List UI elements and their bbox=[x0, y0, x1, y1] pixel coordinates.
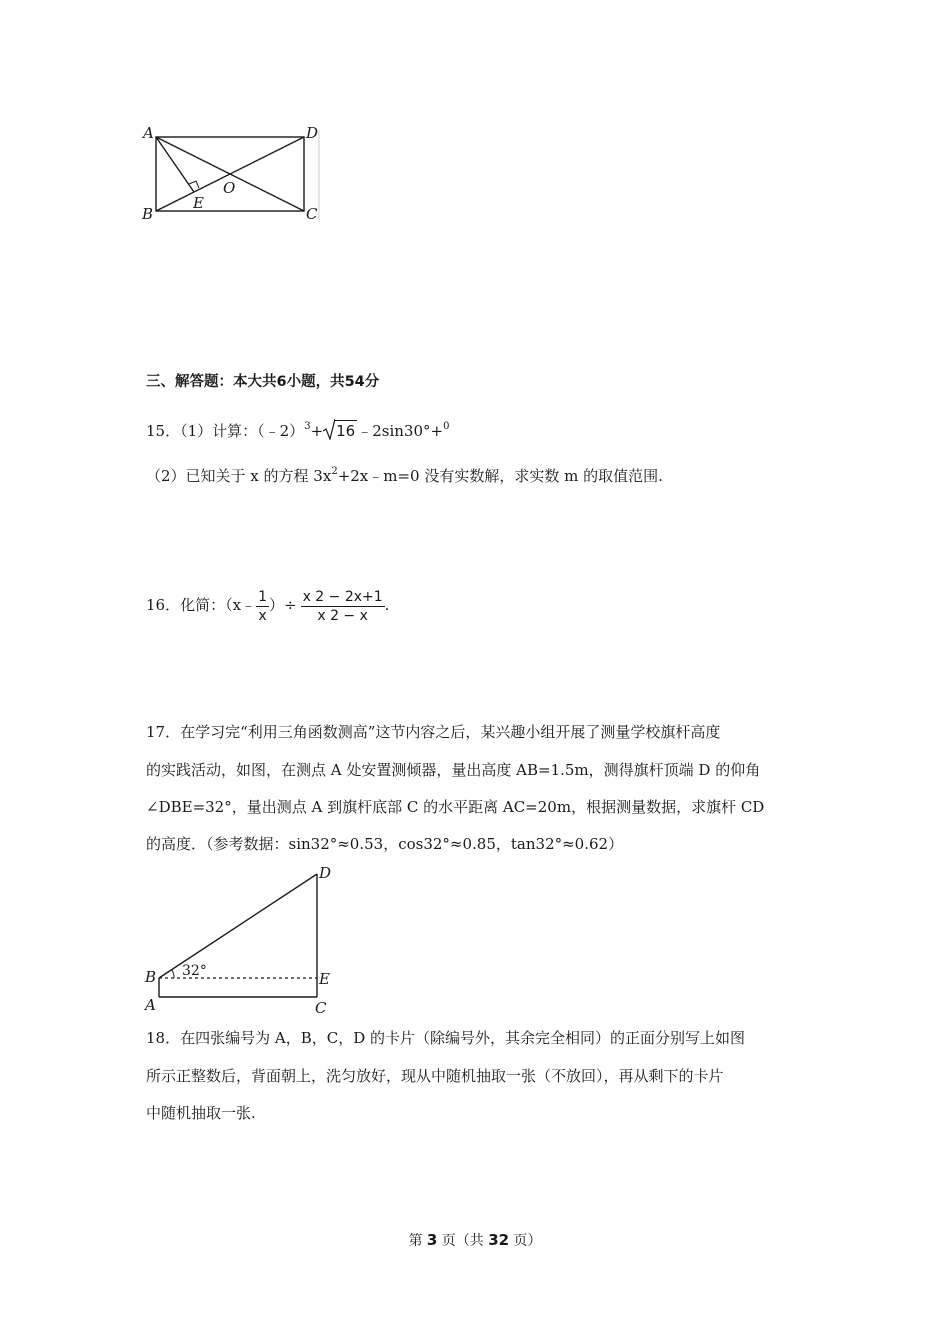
question-15-part1 bbox=[146, 418, 449, 441]
label-A: A bbox=[143, 124, 154, 142]
section-title: 三、解答题：本大共6小题，共54分 bbox=[146, 374, 380, 390]
footer-page-number: 3 bbox=[426, 1231, 438, 1249]
footer-middle: 页（共 bbox=[437, 1233, 489, 1249]
q16-middle: ）÷ bbox=[268, 596, 297, 614]
label-D: D bbox=[306, 124, 319, 142]
frac2-numerator: x 2 − 2x+1 bbox=[302, 588, 383, 605]
question-17-line3: ∠DBE=32°，量出测点 A 到旗杆底部 C 的水平距离 AC=20m，根据测量数据，求旗杆 CD bbox=[146, 798, 765, 816]
q16-prefix: 16．化简：（x﹣ bbox=[146, 596, 257, 614]
fraction-1-over-x bbox=[256, 588, 269, 625]
frac1-numerator: 1 bbox=[258, 588, 267, 605]
question-16 bbox=[146, 585, 389, 625]
sqrt-expression bbox=[323, 418, 357, 440]
fraction-main bbox=[301, 588, 385, 625]
footer-prefix: 第 bbox=[408, 1233, 427, 1249]
label-O: O bbox=[223, 179, 236, 197]
q15-exp0: 0 bbox=[443, 421, 450, 432]
question-15-part2 bbox=[146, 466, 663, 486]
question-17-line2: 的实践活动，如图，在测点 A 处安置测倾器，量出高度 AB=1.5m，测得旗杆顶端 D 的仰角 bbox=[146, 761, 761, 779]
label-D: D bbox=[319, 864, 332, 882]
footer-total-pages: 32 bbox=[488, 1231, 510, 1249]
flagpole-figure bbox=[142, 864, 342, 1016]
label-C: C bbox=[306, 205, 318, 223]
q15-plus: + bbox=[310, 422, 324, 440]
page-footer bbox=[0, 1230, 950, 1250]
label-C: C bbox=[315, 999, 327, 1016]
rectangle-figure bbox=[138, 122, 328, 226]
q15-after-sqrt: ﹣2sin30°+ bbox=[357, 422, 444, 440]
question-17-line1: 17．在学习完“利用三角函数测高”这节内容之后，某兴趣小组开展了测量学校旗杆高度 bbox=[146, 723, 721, 741]
q15-exp2: 2 bbox=[331, 466, 338, 477]
frac2-denominator: x 2 − x bbox=[317, 607, 368, 624]
q15-radicand: 16 bbox=[336, 422, 356, 440]
question-17-line4: 的高度．（参考数据：sin32°≈0.53，cos32°≈0.85，tan32°≈0.62） bbox=[146, 835, 624, 853]
label-A: A bbox=[145, 996, 156, 1014]
question-18-line1: 18．在四张编号为 A，B，C，D 的卡片（除编号外，其余完全相同）的正面分别写上如图 bbox=[146, 1029, 745, 1047]
q15-part2-a: （2）已知关于 x 的方程 3x bbox=[146, 467, 332, 485]
label-E: E bbox=[319, 970, 330, 988]
q15-part2-b: +2x﹣m=0 没有实数解，求实数 m 的取值范围. bbox=[337, 467, 663, 485]
footer-suffix: 页） bbox=[509, 1233, 542, 1249]
q15-exp3: 3 bbox=[304, 421, 311, 432]
label-B: B bbox=[145, 968, 157, 986]
question-18-line3: 中随机抽取一张. bbox=[146, 1104, 256, 1122]
q15-prefix: 15．（1）计算：（﹣2） bbox=[146, 422, 305, 440]
label-B: B bbox=[142, 205, 154, 223]
question-18-line2: 所示正整数后，背面朝上，洗匀放好，现从中随机抽取一张（不放回），再从剩下的卡片 bbox=[146, 1067, 724, 1085]
frac1-denominator: x bbox=[258, 607, 267, 624]
q16-suffix: . bbox=[384, 596, 390, 614]
label-E: E bbox=[193, 194, 204, 212]
angle-label: 32° bbox=[182, 963, 207, 979]
radical-sign-icon bbox=[323, 418, 335, 440]
